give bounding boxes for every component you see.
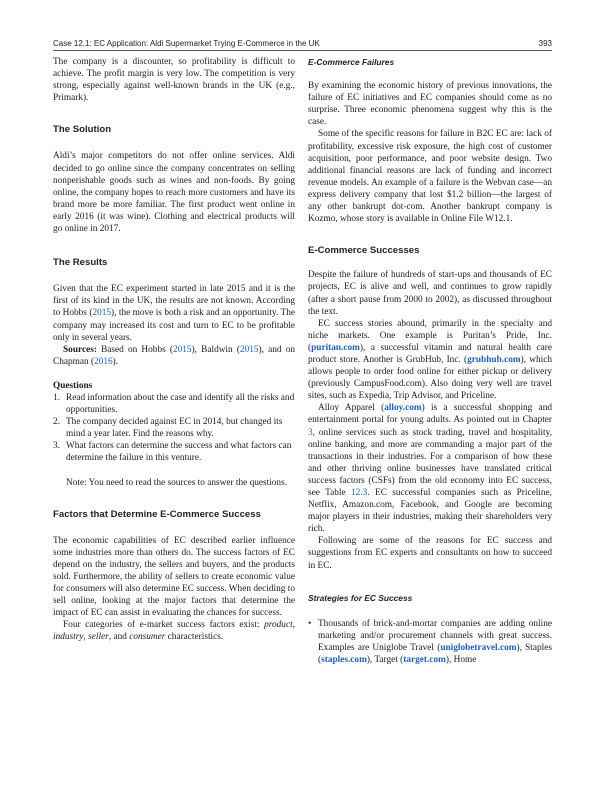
solution-paragraph: Aldi’s major competitors do not offer online services. Aldi decided to go online since the company concentrates on selling nonperishable goods such as wines and non-foods. By going online, the company hopes to reach more customers and have its brand more be more familiar. The first product went online in early 2016 (it was wine). Clothing and electrical products will go online in 2017. xyxy=(53,151,295,235)
staples-link[interactable]: staples.com xyxy=(321,655,367,666)
questions-list xyxy=(53,392,295,465)
categories-paragraph: Four categories of e-market success factors exist: product, industry, seller, and consumer characteristics. xyxy=(53,620,295,643)
strategy-bullet: • Thousands of brick-and-mortar companies are adding online marketing and/or procurement channels with great success. Examples are Uniglobe Travel (uniglobetravel.com), Staples (staples.com), Target (target.com), Home xyxy=(308,618,552,666)
left-column xyxy=(53,56,295,644)
questions-heading: Questions xyxy=(53,380,93,391)
question-item: 2. The company decided against EC in 2014, but changed its mind a year later. Find the reasons why. xyxy=(53,417,283,440)
results-heading: The Results xyxy=(53,257,108,269)
results-paragraph: Given that the EC experiment started in late 2015 and it is the first of its kind in the UK, the results are not known. According to Hobbs (2015), the move is both a risk and an opportunity. The company may increased its cost and turn to EC to be profitable only in several years. xyxy=(53,284,295,343)
sources-paragraph: Sources: Based on Hobbs (2015), Baldwin (2015), and on Chapman (2016). xyxy=(53,344,296,367)
strategies-heading: Strategies for EC Success xyxy=(308,592,413,603)
citation-link[interactable]: 2015 xyxy=(92,308,112,319)
citation-link[interactable]: 2015 xyxy=(239,344,259,355)
uniglobe-link[interactable]: uniglobetravel.com xyxy=(440,642,517,653)
failures-paragraph-2: Some of the specific reasons for failure in B2C EC are: lack of profitability, excessive risk exposure, the high cost of customer acquisition, poor performance, and poor website design. Two additional financial reasons are lack of funding and incorrect revenue models. An example of a failure is the Webvan case—an express delivery company that lost $1.2 billion—the largest of any other bankrupt dot-com. Another bankrupt company is Kozmo, whose story is available in Online File W12.1. xyxy=(308,129,552,225)
successes-paragraph-1: Despite the failure of hundreds of start-ups and thousands of EC projects, EC is alive and well, and continues to grow rapidly (after a short pause from 2000 to 2002), as discussed throughout the text. xyxy=(308,270,552,317)
successes-paragraph-3: Alloy Apparel (alloy.com) is a successful shopping and entertainment portal for young adults. As pointed out in Chapter 3, online services such as stock trading, travel and hospitality, online banking, and more are commanding a major part of the transactions in their industries. For a comparison of how these and other thriving online businesses have translated critical success factors (CSFs) from the old economy into EC success, see Table 12.3. EC successful companies such as Priceline, Netflix, Amazon.com, Facebook, and Google are becoming major players in their industries, making their shareholders very rich. xyxy=(308,403,552,535)
citation-link[interactable]: 2015 xyxy=(172,344,192,355)
running-title: Case 12.1: EC Application: Aldi Supermarket Trying E-Commerce in the UK xyxy=(53,38,320,48)
running-header xyxy=(53,36,552,50)
successes-paragraph-4: Following are some of the reasons for EC success and suggestions from EC experts and consultants on how to succeed in EC. xyxy=(308,536,552,571)
factors-heading: Factors that Determine E-Commerce Success xyxy=(53,508,261,520)
successes-paragraph-2: EC success stories abound, primarily in the specialty and niche markets. One example is Puritan’s Pride, Inc. (puritan.com), a successful vitamin and natural health care product store. Another is GrubHub, Inc. (grubhub.com), which allows people to order food online for either pickup or delivery (previously CampusFood.com). Also doing very well are travel sites, such as Expedia, Trip Advisor, and Priceline. xyxy=(308,318,552,402)
header-rule xyxy=(53,50,552,51)
citation-link[interactable]: 2016 xyxy=(94,356,113,367)
bullet-icon: • xyxy=(308,618,312,629)
factors-paragraph: The economic capabilities of EC described earlier influence some industries more than others do. The success factors of EC depend on the industry, the sellers and buyers, and the products sold. Furthermore, the ability of sellers to create economic value for consumers will also determine EC success. When deciding to sell online, looking at the major factors that determine the impact of EC can assist in evaluating the chances for success. xyxy=(53,535,295,619)
right-column xyxy=(308,56,552,666)
solution-heading: The Solution xyxy=(53,124,112,136)
failures-heading: E-Commerce Failures xyxy=(308,57,395,67)
page-number: 393 xyxy=(538,38,552,48)
question-item: 1. Read information about the case and identify all the risks and opportunities. xyxy=(53,392,295,416)
failures-paragraph-1: By examining the economic history of previous innovations, the failure of EC initiatives and EC companies should come as no surprise. Three economic phenomena suggest why this is the case. xyxy=(308,81,552,128)
alloy-link[interactable]: alloy.com xyxy=(384,403,422,414)
table-xref[interactable]: 12.3 xyxy=(351,488,368,498)
target-link[interactable]: target.com xyxy=(403,655,446,666)
questions-note: Note: You need to read the sources to answer the questions. xyxy=(66,477,288,488)
intro-paragraph: The company is a discounter, so profitability is difficult to achieve. The profit margin is very low. The competition is very strong, especially against well-known brands in the UK (e.g., Primark). xyxy=(53,57,295,104)
successes-heading: E-Commerce Successes xyxy=(308,245,420,257)
chapter-xref[interactable]: 3 xyxy=(308,427,313,438)
question-item: 3. What factors can determine the success and what factors can determine the failure in this venture. xyxy=(53,441,292,464)
grubhub-link[interactable]: grubhub.com xyxy=(467,354,521,365)
strategies-list xyxy=(308,618,552,666)
puritan-link[interactable]: puritan.com xyxy=(311,342,360,353)
